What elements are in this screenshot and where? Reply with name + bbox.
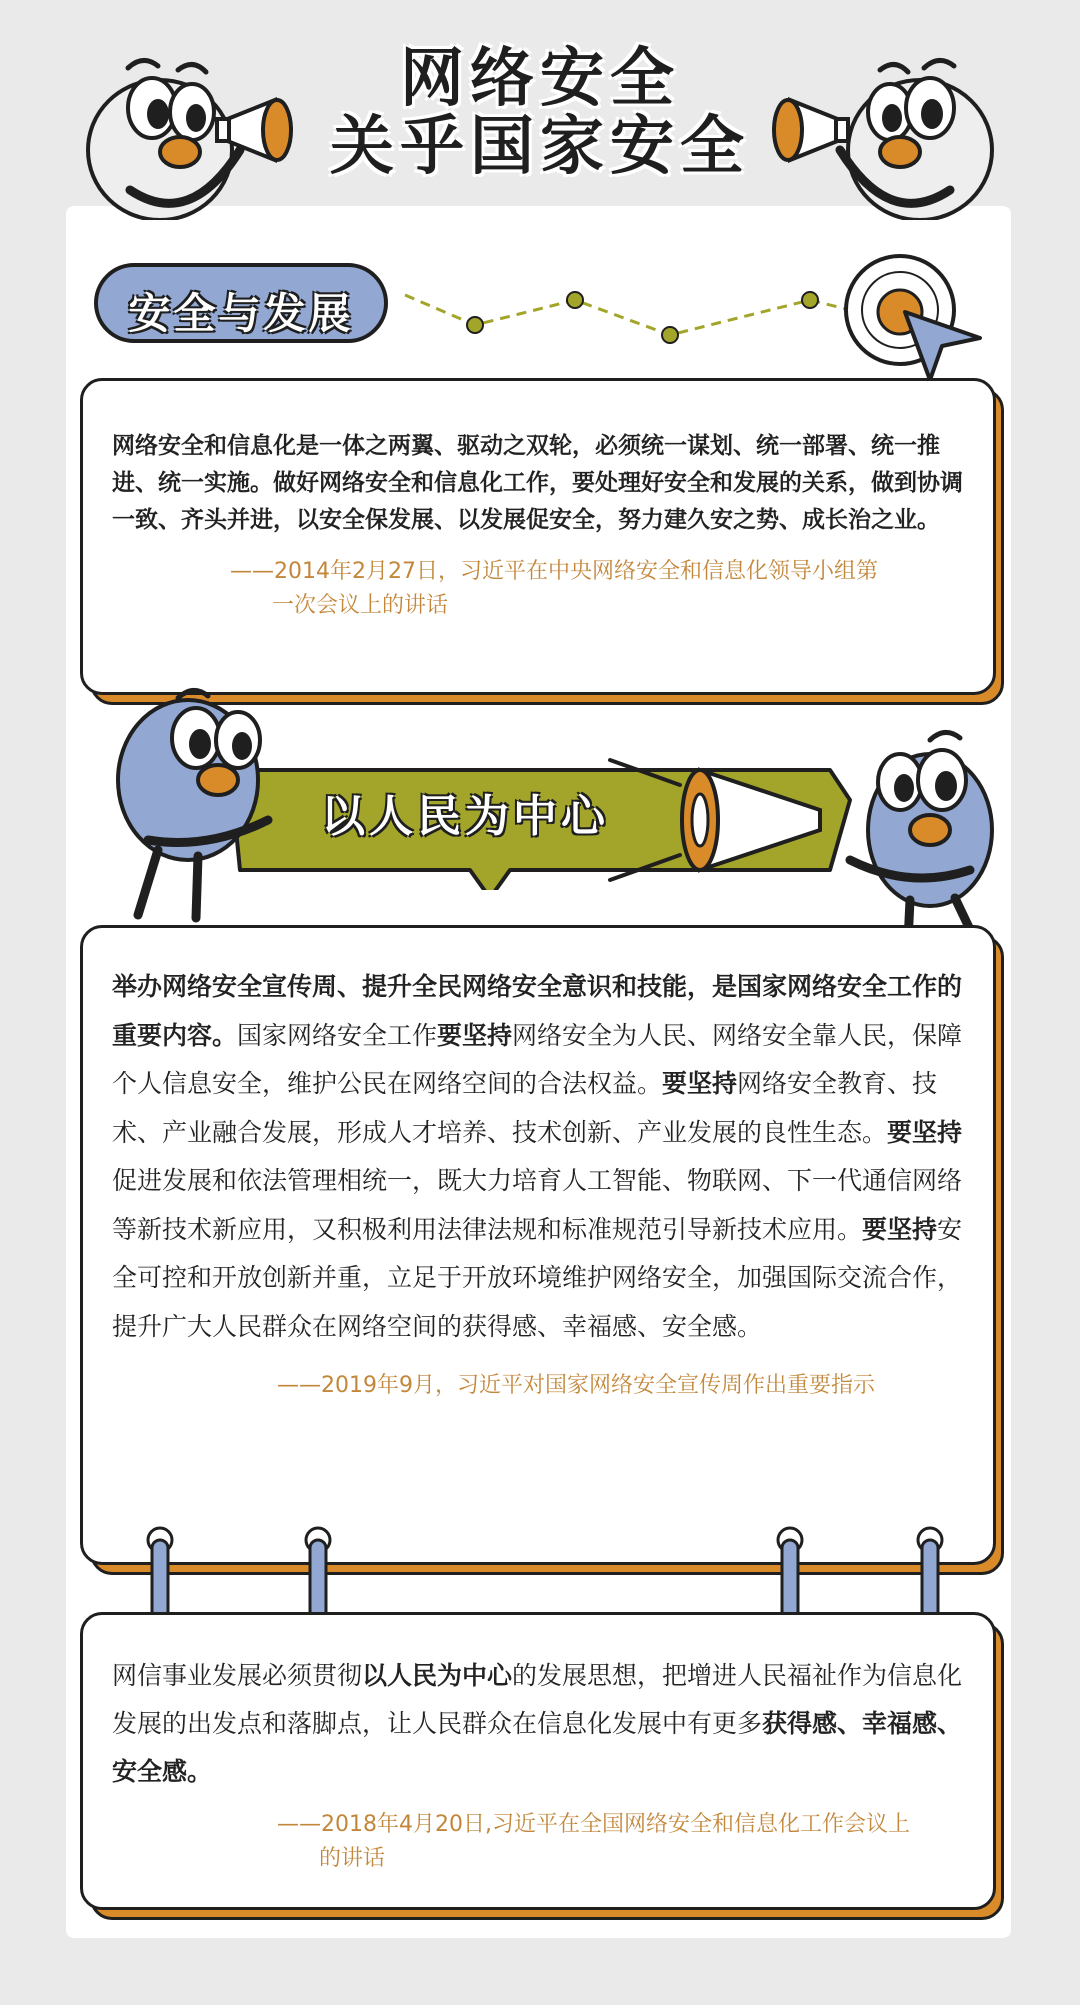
section-label-text: 安全与发展 xyxy=(128,289,354,338)
quote-bold-text: 要坚持 xyxy=(887,1117,963,1147)
quote-source-line-2: 一次会议上的讲话 xyxy=(272,593,449,618)
quote-text: 网络安全教育、技术、产业融合发展，形成人才培养、技术创新、产业发展的良性生态。 xyxy=(112,1069,938,1147)
target-icon xyxy=(830,250,990,390)
card-content xyxy=(112,1652,966,1876)
quote-bold-text: 要坚持 xyxy=(437,1020,513,1050)
quote-source-line-1: ——2018年4月20日,习近平在全国网络安全和信息化工作会议上 xyxy=(277,1812,910,1837)
quote-bold-text: 获得感、幸福感、安全感。 xyxy=(112,1709,963,1786)
mascot-left-banner xyxy=(108,680,298,930)
quote-text: 促进发展和依法管理相统一，既大力培育人工智能、物联网、下一代通信网络等新技术新应用，又积极利用法律法规和标准规范引导新技术应用。 xyxy=(112,1166,963,1244)
quote-text: 网络安全为人民、网络安全靠人民，保障个人信息安全，维护公民在网络空间的合法权益。 xyxy=(112,1020,963,1098)
megaphone-icon xyxy=(570,745,850,895)
quote-card-3 xyxy=(80,1612,996,1910)
quote-text: 网信事业发展必须贯彻 xyxy=(112,1661,363,1690)
title-line-2: 关乎国家安全 xyxy=(330,110,750,184)
quote-card-2 xyxy=(80,925,996,1565)
quote-paragraph: 网络安全和信息化是一体之两翼、驱动之双轮，必须统一谋划、统一部署、统一推进、统一实施。做好网络安全和信息化工作，要处理好安全和发展的关系，做到协调一致、齐头并进，以安全保发展、以发展促安全，努力建久安之势、成长治之业。 xyxy=(112,433,963,533)
quote-paragraph xyxy=(112,963,966,1351)
quote-source-line-1: ——2014年2月27日，习近平在中央网络安全和信息化领导小组第 xyxy=(230,559,878,584)
page-title xyxy=(270,42,810,184)
quote-source: ——2019年9月，习近平对国家网络安全宣传周作出重要指示 xyxy=(277,1373,875,1398)
quote-bold-text: 举办网络安全宣传周、提升全民网络安全意识和技能，是国家网络安全工作的重要内容。 xyxy=(112,972,963,1050)
quote-text: 国家网络安全工作 xyxy=(237,1020,438,1050)
mascot-right-banner xyxy=(830,720,1010,950)
quote-text: 的发展思想，把增进人民福祉作为信息化发展的出发点和落脚点，让人民群众在信息化发展中有更多 xyxy=(112,1661,963,1738)
card-content xyxy=(112,963,966,1403)
quote-text: 安全可控和开放创新并重，立足于开放环境维护网络安全，加强国际交流合作，提升广大人民群众在网络空间的获得感、幸福感、安全感。 xyxy=(112,1214,963,1341)
quote-source-line-2: 的讲话 xyxy=(319,1846,386,1871)
quote-card-1 xyxy=(80,378,996,695)
section-label-security-development xyxy=(94,263,388,343)
quote-bold-text: 以人民为中心 xyxy=(362,1661,513,1690)
section-label-text: 以人民为中心 xyxy=(321,791,609,842)
card-content xyxy=(112,428,966,623)
quote-bold-text: 要坚持 xyxy=(662,1069,738,1098)
quote-paragraph xyxy=(112,1652,966,1796)
quote-bold-text: 要坚持 xyxy=(862,1214,938,1244)
title-line-1: 网络安全 xyxy=(400,42,680,116)
dashed-path-decoration xyxy=(400,280,900,350)
